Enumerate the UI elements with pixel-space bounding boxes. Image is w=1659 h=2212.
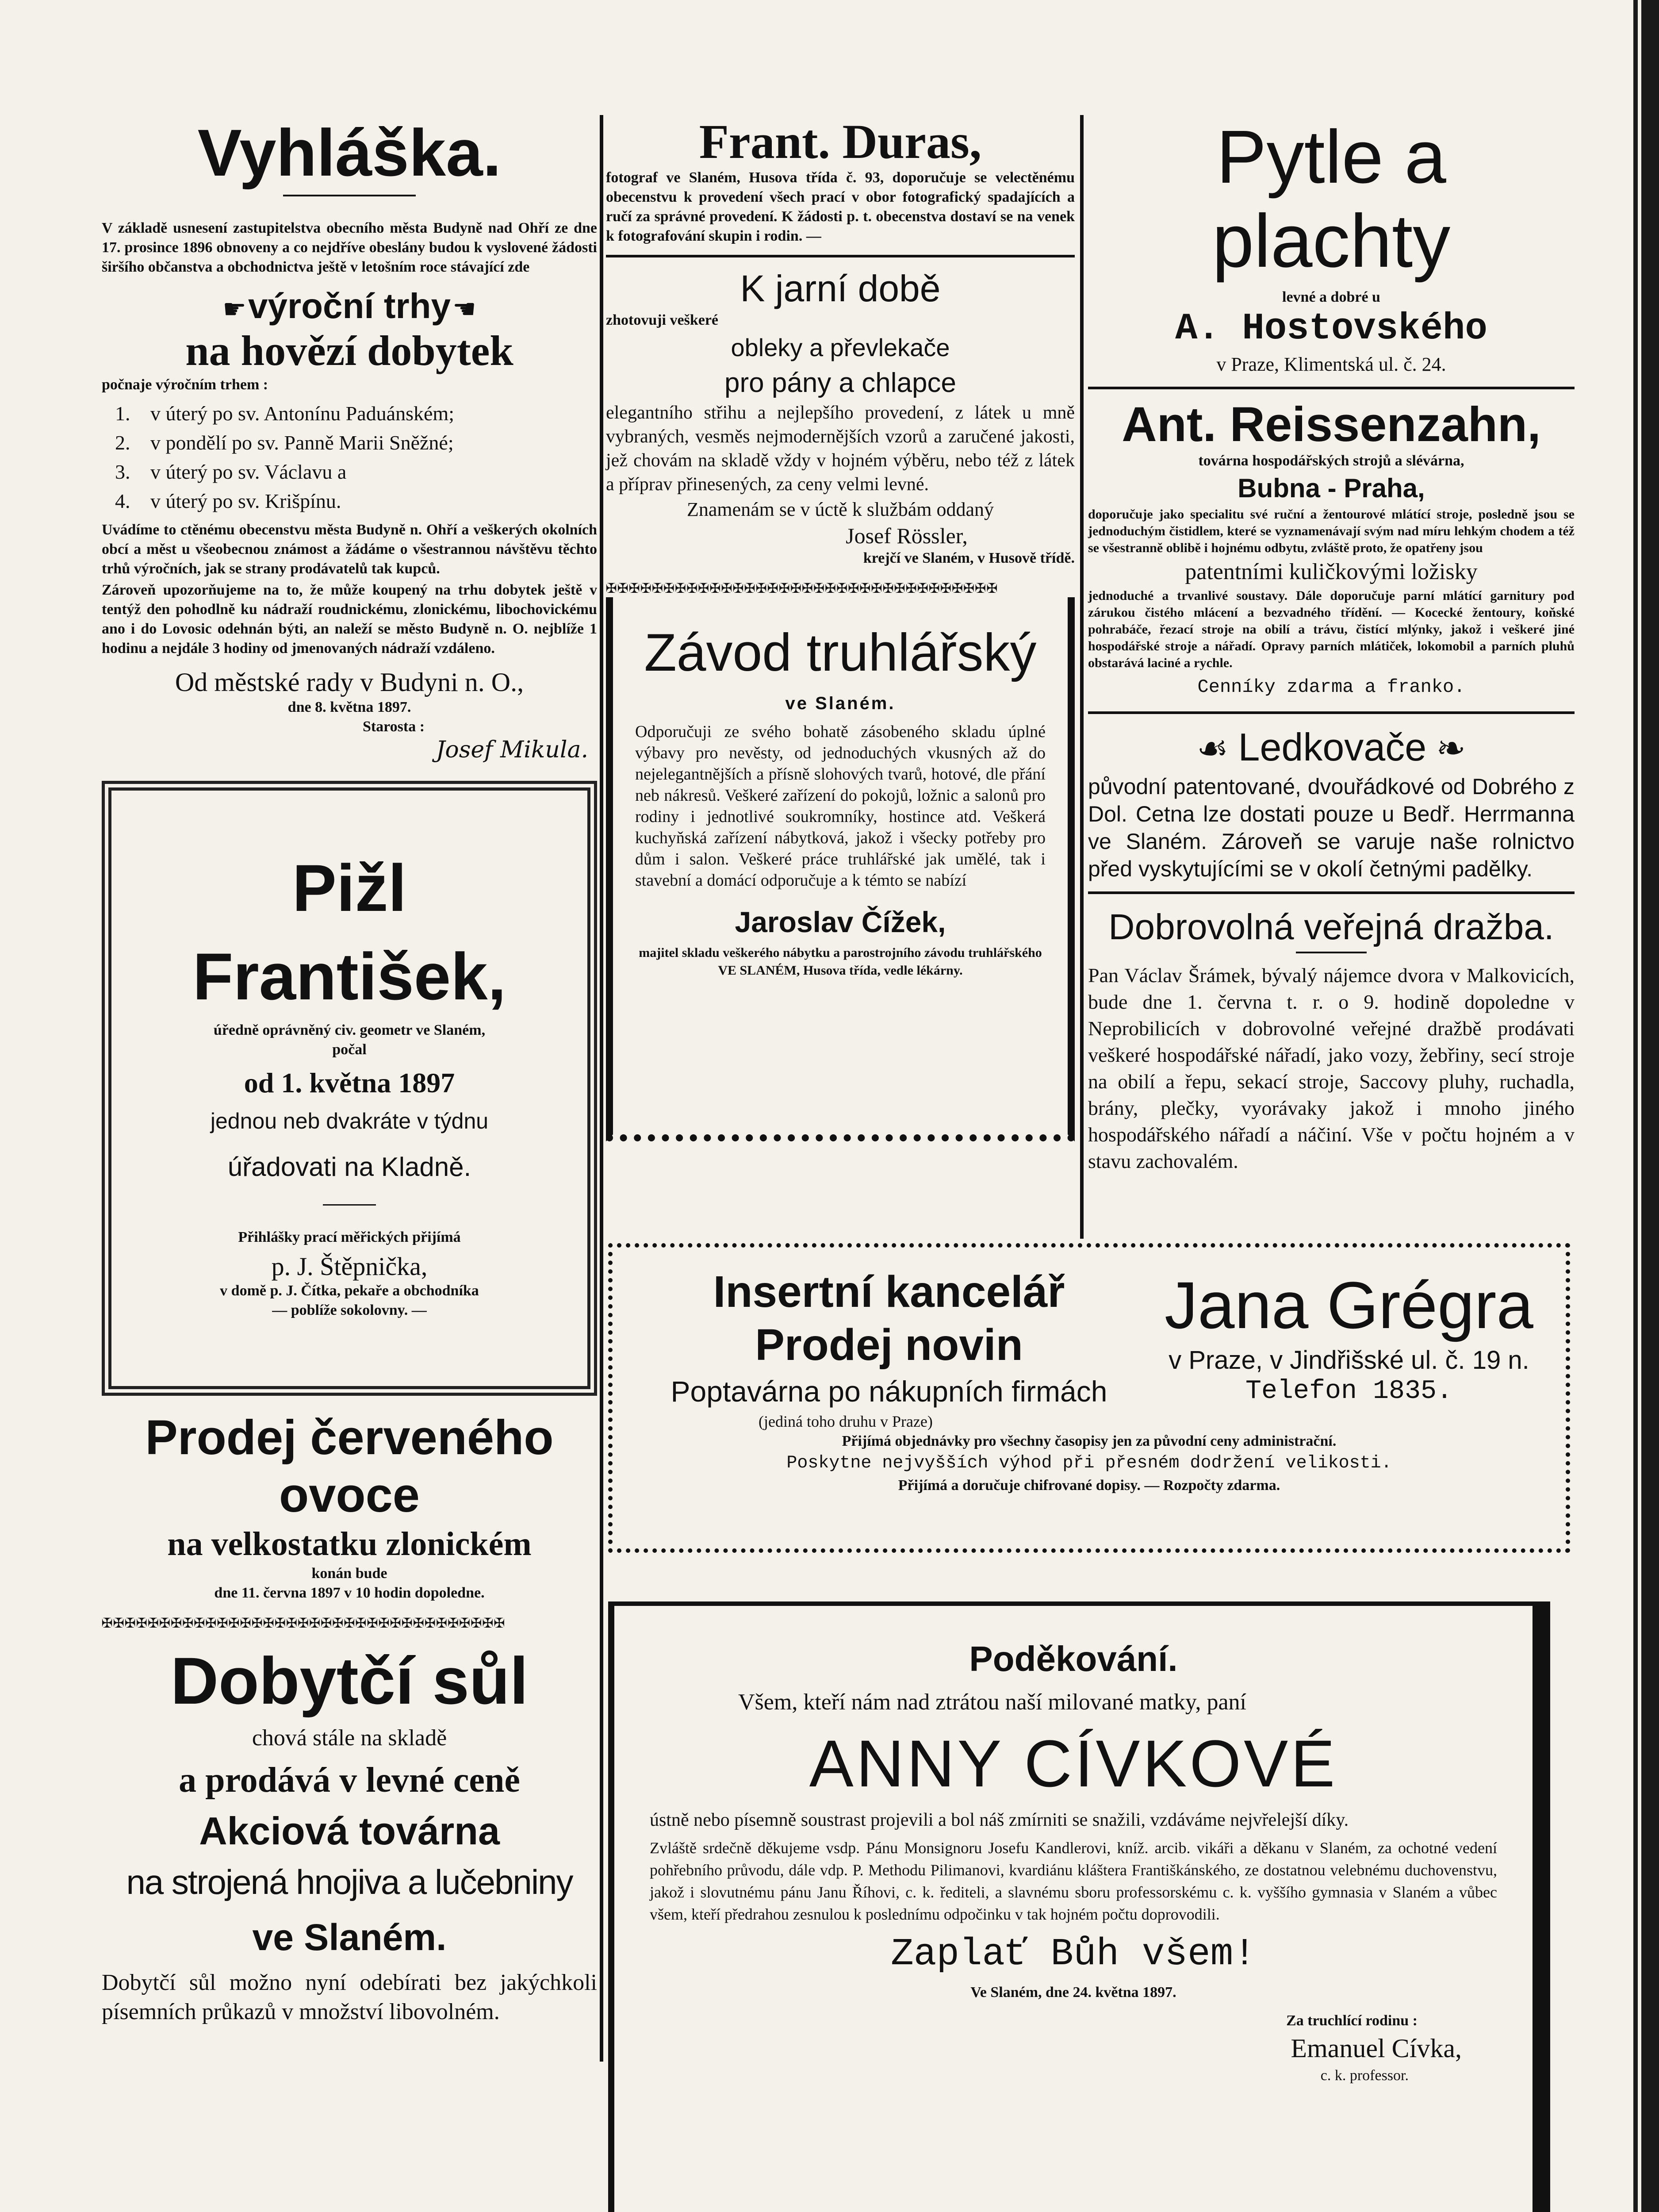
gregr-phone: Telefon 1835. (1245, 1376, 1453, 1406)
auction-title: Dobrovolná veřejná dražba. (1108, 907, 1554, 947)
thanks-signer: Emanuel Cívka, (1291, 2034, 1462, 2063)
thanks-body-1: ústně nebo písemně soustrast projevili a bol náš zmírniti se snažili, vzdáváme nejvřelejší díky. (650, 1810, 1349, 1830)
hand-right-icon: ☚ (452, 294, 476, 324)
salt-line-1: chová stále na skladě (252, 1725, 447, 1751)
pytle-subtitle: levné a dobré u (1282, 289, 1380, 305)
fruit-title: Prodej červeného ovoce (145, 1410, 554, 1522)
rossler-sign: Znamenám se v úctě k službám oddaný (686, 499, 994, 520)
duras-text: fotograf ve Slaném, Husova třída č. 93, doporučuje se velectěnému obecenstvu k provedení všech prací v obor fotografický spadajících a ručí za správné provedení. K žádosti p. t. obecenstva dostaví se na venek k fotografování skupin i rodin. — (606, 169, 1075, 244)
truhl-ad-frame (606, 597, 1075, 1141)
fairs-start: počnaje výročním trhem : (102, 376, 268, 393)
salt-line-2: a prodává v levné ceně (179, 1761, 520, 1800)
list-item: 2. v pondělí po sv. Panně Marii Sněžné; (115, 431, 454, 454)
salt-line-3: Akciová továrna (199, 1809, 500, 1853)
rossler-name: Josef Rössler, (846, 523, 968, 548)
pizl-frequency: jednou neb dvakráte v týdnu (210, 1109, 489, 1133)
salt-title: Dobytčí sůl (170, 1644, 529, 1718)
column-3 (1088, 106, 1575, 1175)
reiss-subtitle: továrna hospodářských strojů a slévárna, (1198, 453, 1464, 469)
truhl-name: Jaroslav Čížek, (735, 906, 946, 938)
thanks-family-label: Za truchlící rodinu : (1286, 2012, 1418, 2029)
gregr-header (635, 1265, 1544, 1411)
thanks-ad-frame (608, 1601, 1550, 2212)
gregr-more: Přijímá a doručuje chifrované dopisy. — Rozpočty zdarma. (898, 1477, 1280, 1494)
page-edge-shadow (1641, 0, 1659, 2212)
rossler-line-1: zhotovuji veškeré (606, 312, 719, 328)
pizl-name: Pižl František, (192, 851, 506, 1014)
pizl-ad-ornamental-frame (102, 781, 597, 1396)
thanks-title: Poděkování. (969, 1639, 1178, 1678)
title-underline (283, 195, 416, 196)
fruit-date: dne 11. června 1897 v 10 hodin dopoledne. (214, 1585, 485, 1601)
gregr-offer: Poskytne nejvyšších výhod při přesném dodržení velikosti. (786, 1453, 1392, 1473)
ornament-rule: ✠✠✠✠✠✠✠✠✠✠✠✠✠✠✠✠✠✠✠✠✠✠✠✠✠✠✠✠✠✠✠✠✠✠✠ (102, 1612, 506, 1632)
ornament-right-icon: ❧ (1436, 729, 1466, 768)
fruit-location: na velkostatku zlonickém (167, 1525, 532, 1563)
salt-line-6: Dobytčí sůl možno nyní odebírati bez jakýchkoli písemních průkazů v množství libovolném. (102, 1970, 597, 2024)
salt-line-4: na strojená hnojiva a lučebniny (126, 1863, 573, 1901)
thanks-signer-title: c. k. professor. (1320, 2067, 1409, 2084)
thanks-body-2: Zvláště srdečně děkujeme vsdp. Pánu Monsignoru Josefu Kandlerovi, kníž. arcib. vikáři a děkanu v Slaném, za ochotné vedení pohřebního průvodu, dále vdp. P. Methodu Pilimanovi, kvardiánu kláštera Františkánského, ze dostatnou velebnému duchovenstvu, jakož i slovutnému pánu Janu Říhovi, c. k. řediteli, a slavnému sboru professorskému c. k. vyššího gymnasia v Slaném a vůbec všem, kteří předrahou zesnulou k poslednímu odpočinku v tak hojném počtu doprovodili. (650, 1839, 1497, 1923)
truhl-title: Závod truhlářský (644, 623, 1037, 682)
rossler-line-2: obleky a převlekače (731, 334, 950, 361)
rossler-address: krejčí ve Slaném, v Husově třídě. (863, 550, 1075, 566)
rossler-title: K jarní době (740, 268, 941, 309)
column-rule-right (1080, 115, 1084, 1239)
gregr-line-3: Poptavárna po nákupních firmách (670, 1375, 1107, 1408)
hand-left-icon: ☛ (222, 294, 247, 324)
ledk-title-row (1088, 723, 1575, 773)
notice-body-2: Zároveň upozorňujeme na to, že může koupený na trhu dobytek ještě v tentýž den pohodlně ku nádraží roudnickému, zlonickému, libochovickému ano i do Lovosic odehnán býti, an naleží se město Budyně n. O. nejblíže 1 hodinu a nejdále 3 hodiny od jmenovaných nádraží vzdáleno. (102, 582, 597, 657)
pytle-address: v Praze, Klimentská ul. č. 24. (1216, 353, 1446, 375)
notice-from: Od městské rady v Budyni n. O., (175, 668, 524, 697)
truhl-body: Odporučuji ze svého bohatě zásobeného skladu úplné výbavy pro nevěsty, od jednoduchých vkusných až do nejelegantnějších a přísně slohových tvarů, hotové, dle přání neb nákresů. Veškeré zařízení do pokojů, ložnic a salonů pro rodiny i jednotlivé soukromníky, hostince atd. Veškerá kuchyňská zařízení nábytková, jakož i všecky potřeby pro dům i salon. Veškeré práce truhlářské jak umělé, tak i stavební a domácí odporučuje a k témto se nabízí (635, 722, 1046, 890)
gregr-name: Jana Grégra (1165, 1268, 1533, 1342)
fairs-heading-row (102, 286, 597, 326)
notice-date: dne 8. května 1897. (287, 699, 411, 715)
reiss-body-2: jednoduché a trvanlivé soustavy. Dále doporučuje parní mlátící garnitury pod zárukou čistého mlácení a bezvadného třídění. — Kocecké žentoury, koňské pohrabáče, řezací stroje na obilí a trávu, čistící mlýnky, jakož i veškeré jiné hospodářské stroje a nářadí. Opravy parních mlátiček, lokomobil a parních pluhů obstarává laciné a rychle. (1088, 588, 1575, 670)
ornament-rule: ✠✠✠✠✠✠✠✠✠✠✠✠✠✠✠✠✠✠✠✠✠✠✠✠✠✠✠✠✠✠✠✠✠✠ (606, 577, 998, 597)
gregr-line-1: Insertní kancelář (713, 1267, 1065, 1317)
pizl-address: v domě p. J. Čítka, pekaře a obchodníka (220, 1283, 479, 1299)
duras-name: Frant. Duras, (699, 115, 982, 169)
divider (1296, 952, 1367, 953)
column-rule-left (600, 115, 603, 2062)
reiss-body-1: doporučuje jako specialitu své ruční a žentourové mlátící stroje, posledně jsou se jednoduchým čistidlem, které se vyznamenávají svým nad míru lehkým chodem a též se všestranně oblibě i hojnému odbytu, zvláště proto, že opatřeny jsou (1088, 507, 1575, 555)
thanks-intro: Všem, kteří nám nad ztrátou naší milované matky, paní (738, 1690, 1246, 1715)
rossler-body: elegantního střihu a nejlepšího provedení, z látek u mně vybraných, vesměs nejmodernějších vzorů a zaručené jakosti, jež chovám na skladě vždy v hojném výběru, nebo též z látek a příprav přinesených, za ceny velmi levné. (606, 403, 1075, 495)
list-item: 1. v úterý po sv. Antonínu Paduánském; (115, 402, 454, 425)
pizl-description: úředně oprávněný civ. geometr ve Slaném, (213, 1022, 486, 1038)
column-1 (102, 106, 597, 2027)
column-2 (606, 106, 1075, 1141)
fairs-subheading: na hovězí dobytek (185, 327, 513, 374)
list-item: 3. v úterý po sv. Václavu a (115, 461, 347, 483)
pizl-began: počal (332, 1041, 367, 1058)
gregr-orders: Přijímá objednávky pro všechny časopisy jen za původní ceny administrační. (842, 1433, 1337, 1449)
pizl-office: úřadovati na Kladně. (227, 1152, 471, 1182)
reiss-name: Ant. Reissenzahn, (1122, 397, 1541, 452)
notice-body-1: Uvádíme to ctěnému obecenstvu města Budyně n. Ohří a veškerých okolních obcí a měst u všeobecnou známost a žádáme o všestrannou návštěvu těchto trhů výročních, jak se strany prodávatelů tak kupců. (102, 522, 597, 577)
gregr-ad-frame (608, 1243, 1570, 1553)
truhl-city: ve Slaném. (785, 694, 896, 713)
notice-mayor-signature: Josef Mikula. (436, 737, 588, 763)
pizl-agent: p. J. Štěpnička, (271, 1252, 428, 1281)
fruit-held: konán bude (311, 1565, 387, 1582)
notice-intro: V základě usnesení zastupitelstva obecního města Budyně nad Ohří ze dne 17. prosince 1896 obnoveny a co nejdříve obeslány budou k vyslovené žádosti širšího občanstva a obchodnictva ještě v letošním roce stávající zde (102, 220, 597, 275)
ornament-left-icon: ☙ (1196, 729, 1229, 768)
gregr-left (635, 1265, 1143, 1411)
pytle-firm: A. Hostovského (1175, 308, 1487, 350)
fairs-heading: výroční trhy (248, 286, 451, 326)
thanks-blessing: Zaplať Bůh všem! (891, 1932, 1256, 1976)
thanks-name: ANNY CÍVKOVÉ (809, 1726, 1338, 1801)
reiss-free: Cenníky zdarma a franko. (1197, 676, 1465, 698)
list-item: 4. v úterý po sv. Krišpínu. (115, 490, 341, 512)
thanks-place: Ve Slaném, dne 24. května 1897. (970, 1984, 1176, 2001)
page-edge-line (1633, 0, 1638, 2212)
divider (323, 1204, 376, 1206)
divider (1088, 387, 1575, 389)
pytle-title: Pytle a plachty (1212, 115, 1451, 283)
pizl-near: — poblíže sokolovny. — (272, 1302, 427, 1318)
auction-body: Pan Václav Šrámek, bývalý nájemce dvora v Malkovicích, bude dne 1. června t. r. o 9. hodině dopoledne v Neprobilicích v dobrovolné veřejné dražbě prodávati veškeré hospodářské nářadí, jako vozy, žebřiny, secí stroje na obilí a řepu, sekací stroje, Saccovy pluhy, ruchadla, brány, plečky, vyorávaky jakož i mnoho jiného hospodářského nářadí a náčiní. Vše v počtu hojném a v stavu zachovalém. (1088, 964, 1575, 1172)
pizl-orders: Přihlášky prací měřických přijímá (238, 1229, 461, 1245)
gregr-address: v Praze, v Jindřišské ul. č. 19 n. (1169, 1346, 1529, 1375)
ledk-title: Ledkovače (1238, 725, 1427, 769)
pizl-date: od 1. května 1897 (244, 1067, 455, 1098)
fairs-list (115, 399, 597, 516)
reiss-city: Bubna - Praha, (1238, 473, 1425, 503)
notice-mayor-label: Starosta : (362, 718, 425, 735)
divider (606, 255, 1075, 257)
notice-title: Vyhláška. (197, 115, 502, 190)
gregr-right (1154, 1265, 1544, 1411)
rossler-line-3: pro pány a chlapce (724, 368, 956, 398)
ledk-body: původní patentované, dvouřádkové od Dobrého z Dol. Cetna lze dostati pouze u Bedř. Herrmanna ve Slaném. Zároveň se varuje naše rolnictvo před vyskytujícími se v okolí četnými padělky. (1088, 774, 1575, 881)
reiss-bearings: patentními kuličkovými ložisky (1185, 559, 1478, 584)
salt-line-5: ve Slaném. (252, 1916, 447, 1958)
divider (1088, 711, 1575, 714)
divider (1088, 891, 1575, 894)
gregr-line-2: Prodej novin (755, 1320, 1023, 1370)
gregr-unique: (jediná toho druhu v Praze) (759, 1413, 933, 1430)
truhl-owner: majitel skladu veškerého nábytku a parostrojního závodu truhlářského VE SLANÉM, Husova třída, vedle lékárny. (639, 945, 1042, 978)
